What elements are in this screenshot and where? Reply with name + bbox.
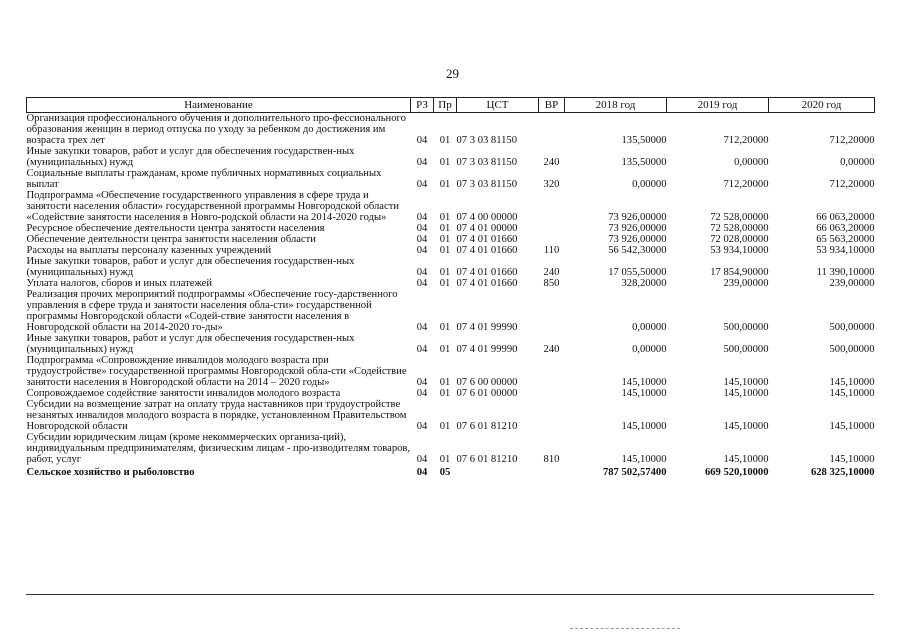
cell-2019: 145,10000 <box>723 377 769 388</box>
table-row <box>27 234 875 245</box>
cell-cst: 07 3 03 81150 <box>456 179 518 190</box>
cell-2020: 65 563,20000 <box>816 234 875 245</box>
cell-2018: 0,00000 <box>632 179 667 190</box>
cell-2018: 145,10000 <box>621 454 667 465</box>
cell-2020: 145,10000 <box>829 421 875 432</box>
cell-pr: 01 <box>439 234 451 245</box>
cell-2018: 73 926,00000 <box>608 223 667 234</box>
table-row <box>27 256 875 278</box>
cell-vr <box>539 234 565 245</box>
cell-name: Ресурсное обеспечение деятельности центра занятости населения <box>26 223 325 234</box>
cell-cst: 07 4 00 00000 <box>456 212 518 223</box>
cell-2019: 712,20000 <box>723 179 769 190</box>
cell-vr: 850 <box>543 278 560 289</box>
scan-artifact <box>570 628 680 629</box>
cell-vr <box>539 388 565 399</box>
cell-2019: 500,00000 <box>723 344 769 355</box>
cell-rz: 04 <box>416 322 428 333</box>
cell-name: Подпрограмма «Обеспечение государственного управления в сфере труда и занятости населения области» государственной программы Новгородской области «Содействие занятости населения в Новго-родской области на 2014-2020 годы» <box>26 190 400 223</box>
cell-pr: 01 <box>439 245 451 256</box>
cell-name: Реализация прочих мероприятий подпрограммы «Обеспечение госу-дарственного управления в сфере труда и занятости населения обла-сти» государственной программы Новгородской области «Содей-ствие занятости населения в Новгородской области на 2014-2020 го-ды» <box>26 289 398 333</box>
cell-rz: 04 <box>416 454 428 465</box>
cell-cst: 07 6 00 00000 <box>456 377 518 388</box>
cell-name: Организация профессионального обучения и дополнительного про-фессионального образования женщин в период отпуска по уходу за ребенком до достижения им возраста трех лет <box>26 113 406 146</box>
table-row <box>27 223 875 234</box>
cell-pr: 01 <box>439 278 451 289</box>
col-header-vr: ВР <box>539 98 565 113</box>
cell-vr <box>539 465 565 478</box>
col-header-2018: 2018 год <box>565 98 667 113</box>
table-bottom-rule <box>26 594 874 595</box>
cell-2018: 135,50000 <box>621 157 667 168</box>
budget-table <box>26 97 875 478</box>
table-row <box>27 146 875 168</box>
cell-pr: 01 <box>439 377 451 388</box>
cell-vr <box>539 223 565 234</box>
cell-name: Подпрограмма «Сопровождение инвалидов молодого возраста при трудоустройстве» государственной программы Новгородской обла-сти «Содействие занятости населения в Новгородской области на 2014 – 2020 годы» <box>26 355 407 388</box>
cell-2018: 145,10000 <box>621 388 667 399</box>
cell-2019: 500,00000 <box>723 322 769 333</box>
cell-2020: 0,00000 <box>840 157 875 168</box>
cell-2020: 500,00000 <box>829 344 875 355</box>
cell-pr: 01 <box>439 454 451 465</box>
cell-cst: 07 4 01 01660 <box>456 278 518 289</box>
cell-cst: 07 4 01 01660 <box>456 245 518 256</box>
cell-2018: 145,10000 <box>621 421 667 432</box>
cell-rz: 04 <box>416 245 428 256</box>
cell-name: Иные закупки товаров, работ и услуг для обеспечения государствен-ных (муниципальных) нужд <box>26 256 355 278</box>
table-row <box>27 388 875 399</box>
cell-pr: 01 <box>439 157 451 168</box>
cell-rz: 04 <box>416 223 428 234</box>
cell-vr: 240 <box>543 267 560 278</box>
cell-pr: 01 <box>439 421 451 432</box>
cell-2019: 17 854,90000 <box>710 267 769 278</box>
cell-name: Сельское хозяйство и рыболовство <box>26 467 195 478</box>
cell-pr: 01 <box>439 388 451 399</box>
cell-rz: 04 <box>416 135 428 146</box>
table-row <box>27 289 875 333</box>
cell-cst: 07 3 03 81150 <box>456 157 518 168</box>
cell-cst: 07 4 01 01660 <box>456 234 518 245</box>
cell-rz: 04 <box>416 467 428 478</box>
cell-2019: 145,10000 <box>723 388 769 399</box>
cell-2019: 669 520,10000 <box>704 467 769 478</box>
cell-2019: 72 528,00000 <box>710 223 769 234</box>
cell-2020: 712,20000 <box>829 179 875 190</box>
cell-pr: 01 <box>439 267 451 278</box>
cell-2019: 53 934,10000 <box>710 245 769 256</box>
cell-2018: 17 055,50000 <box>608 267 667 278</box>
cell-pr: 01 <box>439 322 451 333</box>
col-header-pr: Пр <box>434 98 457 113</box>
cell-2020: 145,10000 <box>829 454 875 465</box>
cell-cst: 07 4 01 99990 <box>456 344 518 355</box>
cell-cst: 07 4 01 00000 <box>456 223 518 234</box>
cell-2019: 0,00000 <box>734 157 769 168</box>
cell-2019: 145,10000 <box>723 454 769 465</box>
cell-rz: 04 <box>416 344 428 355</box>
table-row <box>27 399 875 432</box>
cell-rz: 04 <box>416 234 428 245</box>
table-row <box>27 245 875 256</box>
cell-2020: 145,10000 <box>829 377 875 388</box>
cell-vr: 810 <box>543 454 560 465</box>
table-row <box>27 355 875 388</box>
cell-cst: 07 4 01 01660 <box>456 267 518 278</box>
cell-vr: 110 <box>543 245 560 256</box>
cell-pr: 01 <box>439 344 451 355</box>
page-number: 29 <box>446 66 459 81</box>
cell-2018: 0,00000 <box>632 344 667 355</box>
col-header-2019: 2019 год <box>667 98 769 113</box>
col-header-rz: РЗ <box>411 98 434 113</box>
cell-2018: 787 502,57400 <box>602 467 667 478</box>
cell-pr: 01 <box>439 179 451 190</box>
cell-name: Уплата налогов, сборов и иных платежей <box>26 278 213 289</box>
cell-rz: 04 <box>416 388 428 399</box>
cell-rz: 04 <box>416 377 428 388</box>
cell-2020: 53 934,10000 <box>816 245 875 256</box>
cell-2020: 628 325,10000 <box>810 467 875 478</box>
col-header-2020: 2020 год <box>769 98 875 113</box>
cell-vr: 240 <box>543 344 560 355</box>
cell-2018: 73 926,00000 <box>608 234 667 245</box>
cell-vr <box>539 113 565 147</box>
col-header-name: Наименование <box>27 98 411 113</box>
cell-cst: 07 4 01 99990 <box>456 322 518 333</box>
table-row <box>27 190 875 223</box>
cell-pr: 05 <box>439 467 451 478</box>
cell-2020: 11 390,10000 <box>816 267 875 278</box>
cell-vr <box>539 355 565 388</box>
table-total-row <box>27 465 875 478</box>
cell-name: Субсидии на возмещение затрат на оплату труда наставников при трудоустройстве незанятых инвалидов молодого возраста в порядке, установленном Правительством Новгородской области <box>26 399 407 432</box>
cell-2020: 145,10000 <box>829 388 875 399</box>
cell-vr <box>539 190 565 223</box>
cell-rz: 04 <box>416 421 428 432</box>
cell-name: Субсидии юридическим лицам (кроме некоммерческих организа-ций), индивидуальным предпринимателям, физическим лицам - про-изводителям товаров, работ, услуг <box>26 432 411 465</box>
table-row <box>27 168 875 190</box>
cell-pr: 01 <box>439 223 451 234</box>
cell-2019: 145,10000 <box>723 421 769 432</box>
cell-2020: 239,00000 <box>829 278 875 289</box>
table-row <box>27 432 875 465</box>
table-row <box>27 113 875 147</box>
cell-2020: 66 063,20000 <box>816 212 875 223</box>
cell-2019: 72 528,00000 <box>710 212 769 223</box>
cell-vr <box>539 399 565 432</box>
table-row <box>27 278 875 289</box>
cell-2019: 72 028,00000 <box>710 234 769 245</box>
cell-cst <box>457 465 539 478</box>
cell-pr: 01 <box>439 212 451 223</box>
cell-2018: 328,20000 <box>621 278 667 289</box>
cell-name: Обеспечение деятельности центра занятости населения области <box>26 234 316 245</box>
cell-vr: 240 <box>543 157 560 168</box>
cell-2020: 500,00000 <box>829 322 875 333</box>
cell-2018: 0,00000 <box>632 322 667 333</box>
cell-cst: 07 6 01 81210 <box>456 421 518 432</box>
cell-cst: 07 3 03 81150 <box>456 135 518 146</box>
cell-name: Иные закупки товаров, работ и услуг для обеспечения государствен-ных (муниципальных) нужд <box>26 146 355 168</box>
table-row <box>27 333 875 355</box>
cell-2019: 239,00000 <box>723 278 769 289</box>
cell-pr: 01 <box>439 135 451 146</box>
col-header-cst: ЦСТ <box>457 98 539 113</box>
cell-name: Расходы на выплаты персоналу казенных учреждений <box>26 245 271 256</box>
cell-2018: 56 542,30000 <box>608 245 667 256</box>
cell-rz: 04 <box>416 267 428 278</box>
cell-rz: 04 <box>416 212 428 223</box>
cell-name: Социальные выплаты гражданам, кроме публичных нормативных социальных выплат <box>26 168 382 190</box>
cell-2020: 66 063,20000 <box>816 223 875 234</box>
cell-name: Сопровождаемое содействие занятости инвалидов молодого возраста <box>26 388 341 399</box>
header-row <box>27 98 875 113</box>
cell-rz: 04 <box>416 278 428 289</box>
cell-2020: 712,20000 <box>829 135 875 146</box>
cell-2018: 145,10000 <box>621 377 667 388</box>
cell-rz: 04 <box>416 157 428 168</box>
cell-2018: 135,50000 <box>621 135 667 146</box>
cell-2018: 73 926,00000 <box>608 212 667 223</box>
cell-2019: 712,20000 <box>723 135 769 146</box>
cell-vr: 320 <box>543 179 560 190</box>
cell-vr <box>539 289 565 333</box>
cell-rz: 04 <box>416 179 428 190</box>
cell-cst: 07 6 01 00000 <box>456 388 518 399</box>
cell-cst: 07 6 01 81210 <box>456 454 518 465</box>
cell-name: Иные закупки товаров, работ и услуг для обеспечения государствен-ных (муниципальных) нужд <box>26 333 355 355</box>
